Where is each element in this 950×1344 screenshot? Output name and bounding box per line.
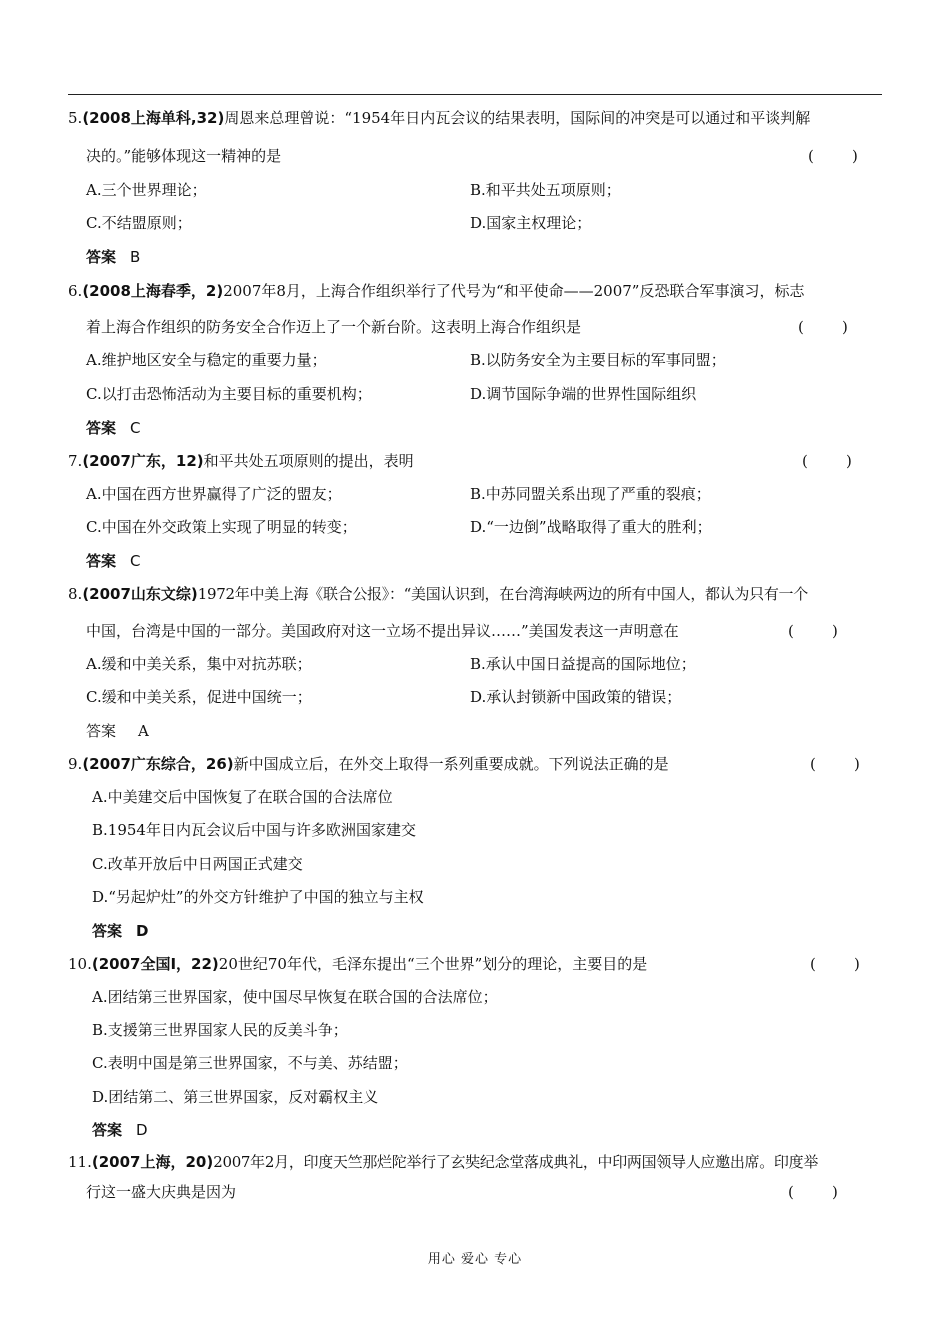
question-stem: 1972年中美上海《联合公报》：“美国认识到，在台湾海峡两边的所有中国人，都认为只有一个 — [197, 585, 808, 603]
question-stem: 新中国成立后，在外交上取得一系列重要成就。下列说法正确的是 — [233, 755, 669, 773]
option-a: A.缓和中美关系，集中对抗苏联； — [86, 655, 312, 673]
question-7-stem-line-1 — [68, 451, 414, 471]
answer-line — [86, 551, 141, 571]
option-d: D.承认封锁新中国政策的错误； — [470, 688, 682, 706]
option-b: B.和平共处五项原则； — [470, 181, 621, 199]
question-10-stem-line-1 — [68, 954, 647, 974]
question-stem: 周恩来总理曾说：“1954年日内瓦会议的结果表明，国际间的冲突是可以通过和平谈判解 — [224, 109, 811, 127]
option-d: D.团结第二、第三世界国家，反对霸权主义 — [92, 1088, 379, 1106]
option-c: C.中国在外交政策上实现了明显的转变； — [86, 518, 357, 536]
page-footer: 用心 爱心 专心 — [427, 1252, 523, 1267]
answer-value: C — [130, 419, 141, 437]
option-b: B.承认中国日益提高的国际地位； — [470, 655, 696, 673]
answer-value: D — [136, 1121, 148, 1139]
question-number: 7. — [68, 452, 83, 470]
question-source: (2008上海春季，2) — [82, 282, 224, 300]
answer-value: C — [130, 552, 141, 570]
question-9-stem-line-1 — [68, 754, 669, 774]
question-stem: 2007年8月，上海合作组织举行了代号为“和平使命——2007”反恐联合军事演习，标志 — [223, 282, 805, 300]
option-c: C.表明中国是第三世界国家，不与美、苏结盟； — [92, 1054, 408, 1072]
answer-label: 答案 — [86, 552, 117, 570]
answer-value: D — [136, 922, 149, 940]
question-8-stem-line-2: 中国，台湾是中国的一部分。美国政府对这一立场不提出异议……”美国发表这一声明意在 — [86, 622, 679, 640]
question-stem: 20世纪70年代，毛泽东提出“三个世界”划分的理论，主要目的是 — [218, 955, 648, 973]
question-source: (2008上海单科,32) — [82, 109, 225, 127]
option-a: A.维护地区安全与稳定的重要力量； — [86, 351, 327, 369]
question-source: (2007广东，12) — [82, 452, 204, 470]
option-a: A.团结第三世界国家，使中国尽早恢复在联合国的合法席位； — [92, 988, 498, 1006]
option-a: A.中美建交后中国恢复了在联合国的合法席位 — [92, 788, 393, 806]
question-source: (2007广东综合，26) — [82, 755, 234, 773]
question-11-stem-line-2: 行这一盛大庆典是因为 — [86, 1183, 237, 1201]
question-6-stem-line-1 — [68, 281, 804, 301]
question-number: 11. — [68, 1153, 92, 1171]
option-d: D.国家主权理论； — [470, 214, 592, 232]
question-stem: 和平共处五项原则的提出，表明 — [203, 452, 414, 470]
option-d: D.“一边倒”战略取得了重大的胜利； — [470, 518, 712, 536]
question-number: 10. — [68, 955, 92, 973]
option-c: C.缓和中美关系，促进中国统一； — [86, 688, 312, 706]
option-b: B.支援第三世界国家人民的反美斗争； — [92, 1021, 348, 1039]
answer-line — [86, 721, 149, 741]
answer-label: 答案 — [92, 922, 123, 940]
question-number: 6. — [68, 282, 83, 300]
option-d: D.调节国际争端的世界性国际组织 — [470, 385, 697, 403]
answer-blank: ( ) — [788, 622, 838, 640]
question-number: 8. — [68, 585, 83, 603]
question-source: (2007全国Ⅰ，22) — [91, 955, 219, 973]
answer-line — [92, 921, 148, 941]
answer-line — [92, 1120, 148, 1140]
answer-label: 答案 — [92, 1121, 123, 1139]
answer-line — [86, 418, 141, 438]
option-c: C.以打击恐怖活动为主要目标的重要机构； — [86, 385, 372, 403]
answer-blank: ( ) — [802, 452, 852, 470]
answer-blank: ( ) — [810, 955, 860, 973]
option-a: A.三个世界理论； — [86, 181, 207, 199]
option-a: A.中国在西方世界赢得了广泛的盟友； — [86, 485, 342, 503]
option-b: B.中苏同盟关系出现了严重的裂痕； — [470, 485, 711, 503]
answer-value: B — [130, 248, 141, 266]
header-rule — [68, 94, 882, 95]
question-stem: 2007年2月，印度天竺那烂陀举行了玄奘纪念堂落成典礼，中印两国领导人应邀出席。印度举 — [213, 1153, 819, 1171]
answer-label: 答案 — [86, 248, 117, 266]
answer-blank: ( ) — [788, 1183, 838, 1201]
answer-blank: ( ) — [798, 318, 848, 336]
answer-blank: ( ) — [810, 755, 860, 773]
question-11-stem-line-1 — [68, 1152, 818, 1172]
question-number: 9. — [68, 755, 83, 773]
question-source: (2007上海，20) — [91, 1153, 214, 1171]
option-b: B.1954年日内瓦会议后中国与许多欧洲国家建交 — [92, 821, 416, 839]
answer-label: 答案 — [86, 419, 117, 437]
question-5-stem-line-2: 决的。”能够体现这一精神的是 — [86, 147, 282, 165]
option-c: C.改革开放后中日两国正式建交 — [92, 855, 303, 873]
answer-label: 答案 — [86, 722, 117, 740]
option-c: C.不结盟原则； — [86, 214, 192, 232]
answer-value: A — [138, 722, 149, 740]
question-6-stem-line-2: 着上海合作组织的防务安全合作迈上了一个新台阶。这表明上海合作组织是 — [86, 318, 582, 336]
answer-line — [86, 247, 140, 267]
option-b: B.以防务安全为主要目标的军事同盟； — [470, 351, 726, 369]
question-number: 5. — [68, 109, 83, 127]
question-5-stem-line-1 — [68, 108, 810, 128]
answer-blank: ( ) — [808, 147, 858, 165]
question-source: (2007山东文综) — [82, 585, 198, 603]
option-d: D.“另起炉灶”的外交方针维护了中国的独立与主权 — [92, 888, 424, 906]
question-8-stem-line-1 — [68, 584, 808, 604]
